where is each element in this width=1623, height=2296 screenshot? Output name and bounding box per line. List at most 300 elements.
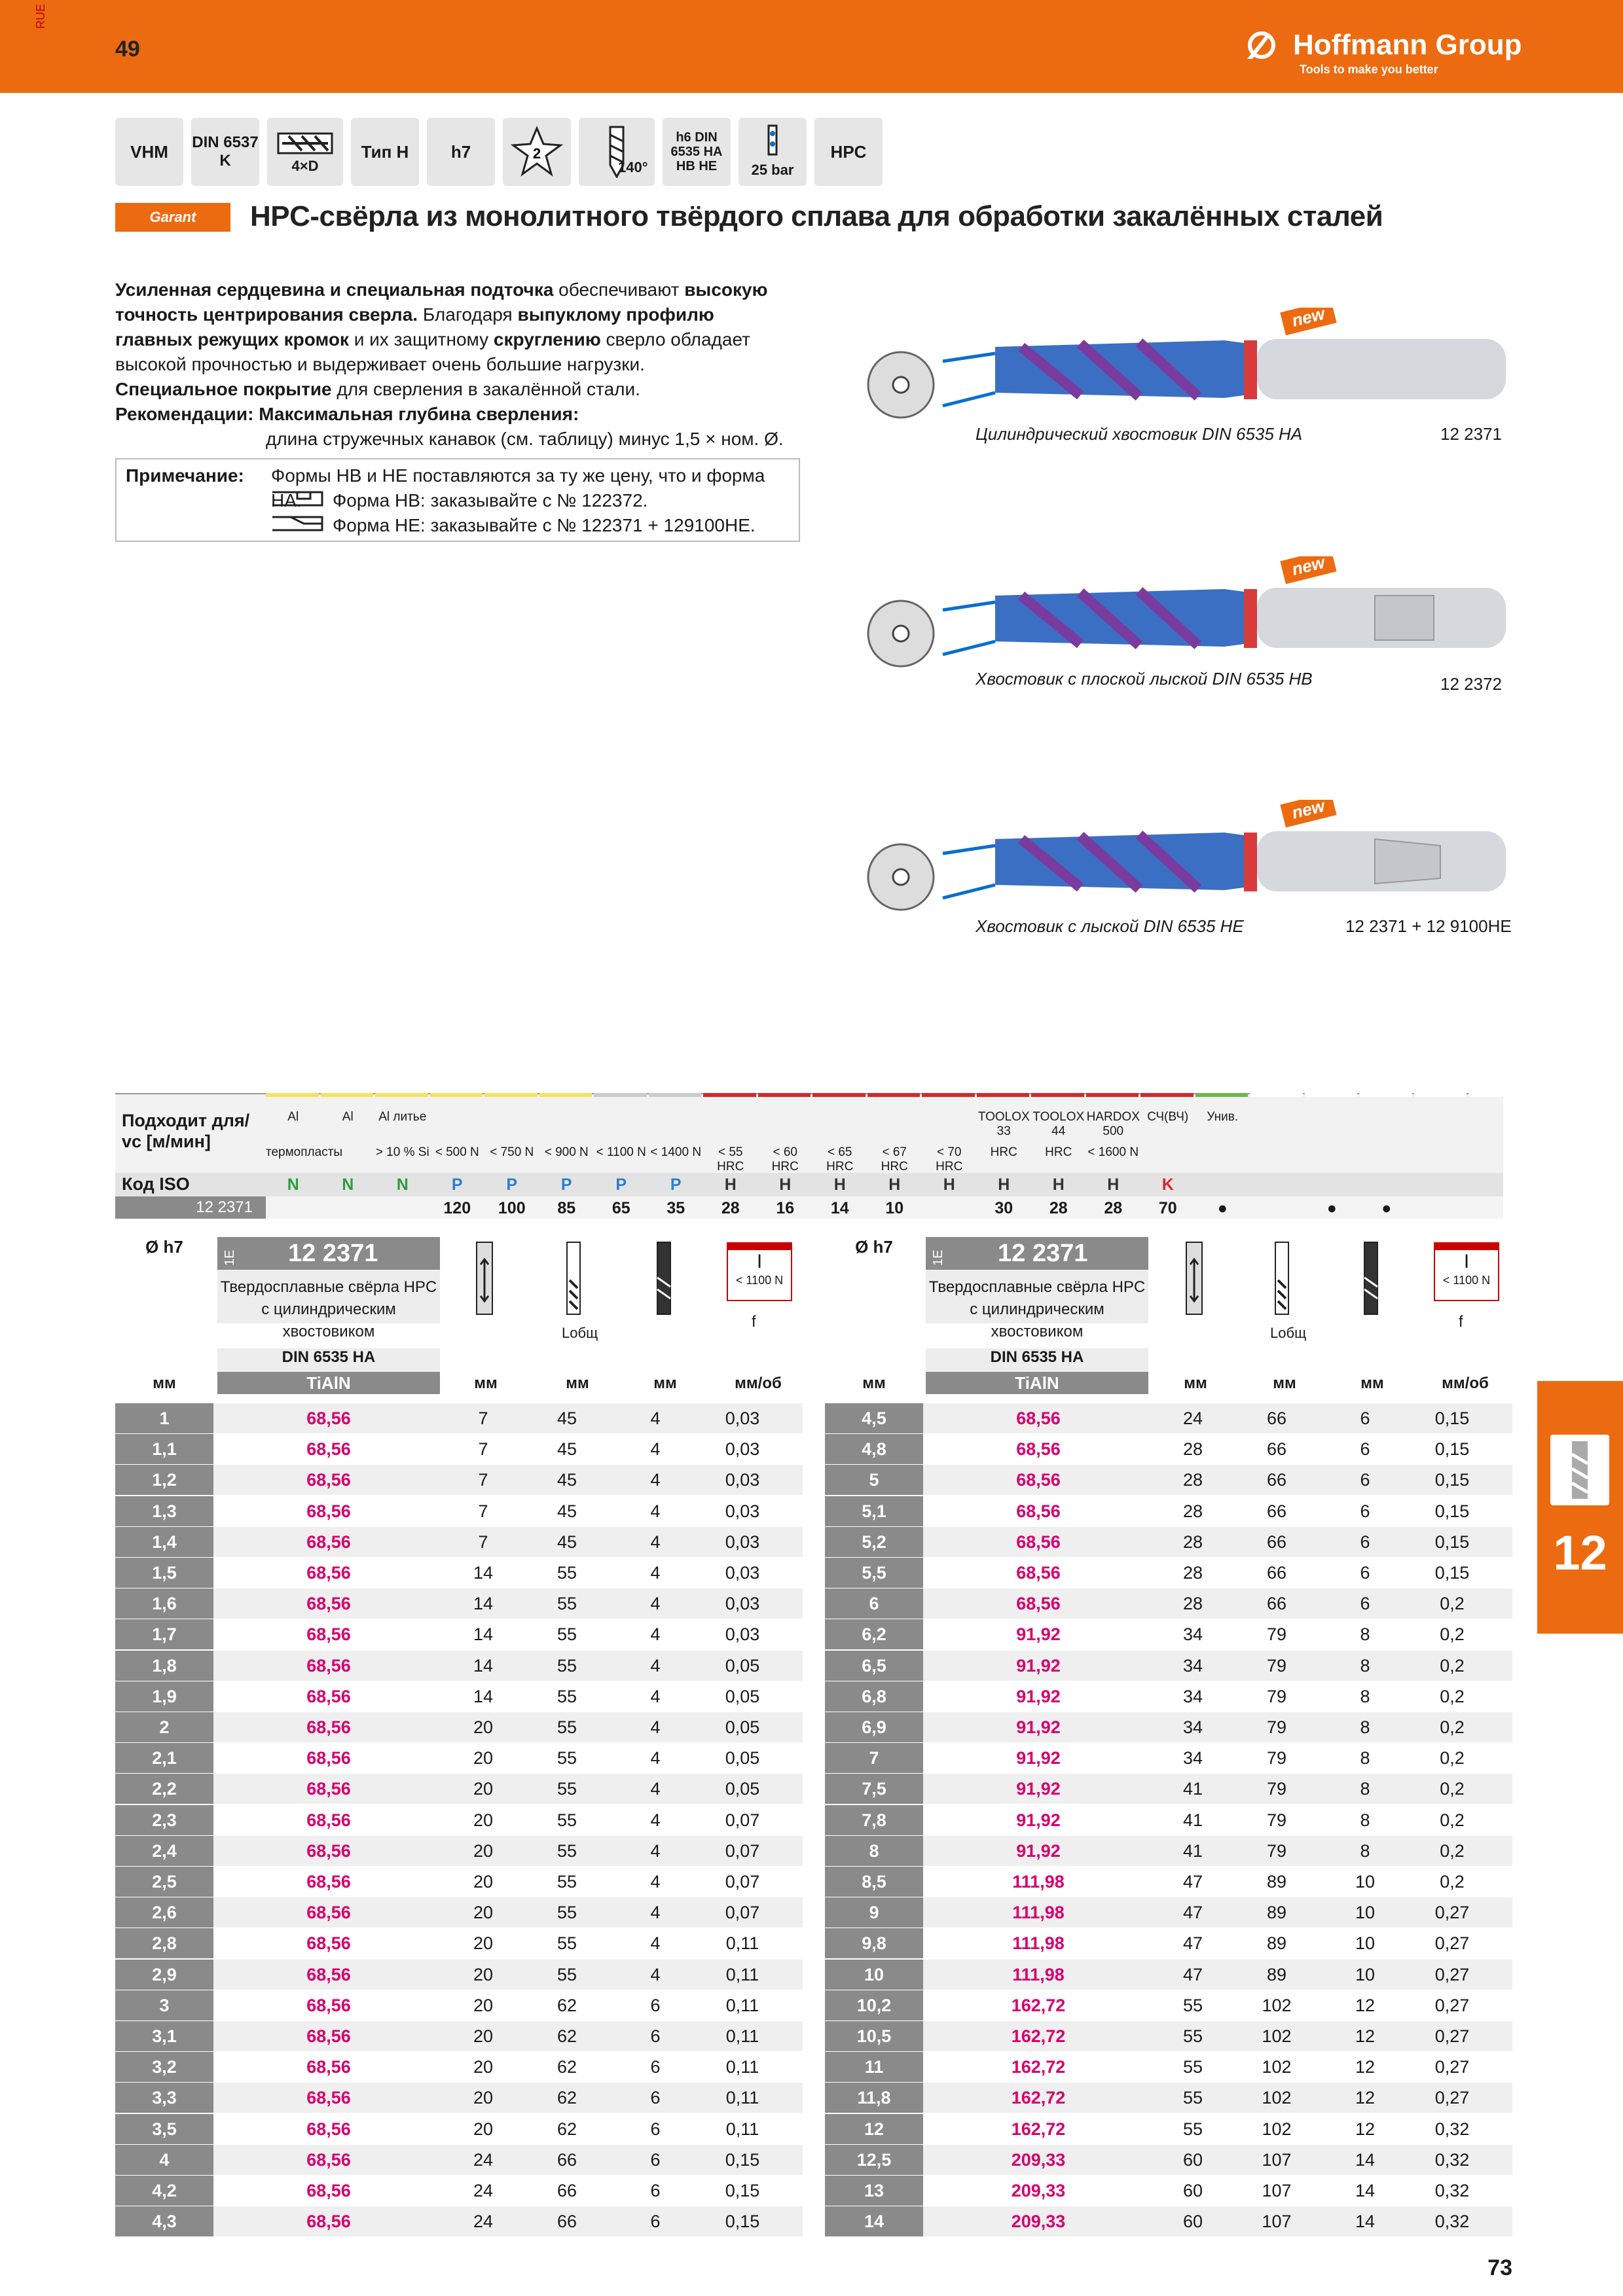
total-length-cell: 62 xyxy=(556,2057,577,2077)
total-length-cell: 55 xyxy=(556,1563,577,1583)
table-row xyxy=(115,1558,803,1588)
drill-code: 12 2371 xyxy=(1440,424,1502,444)
shank-cell: 6 xyxy=(650,2212,661,2232)
compat-sub: < 500 N xyxy=(435,1145,479,1159)
desc-text: и их защитному xyxy=(348,329,494,350)
dia-header: Ø h7 xyxy=(855,1237,893,1257)
shank-cell: 12 xyxy=(1355,2057,1376,2077)
shank-cell: 8 xyxy=(1360,1686,1370,1706)
table-row xyxy=(115,1928,803,1958)
flute-length-cell: 60 xyxy=(1182,2212,1203,2232)
feed-cell: 0,15 xyxy=(1434,1408,1470,1428)
table-row xyxy=(825,2083,1512,2113)
din-icon xyxy=(191,118,259,186)
table-row xyxy=(825,1588,1512,1619)
compat-sub: HRC xyxy=(1045,1145,1072,1159)
flute-length-cell: 55 xyxy=(1182,2088,1203,2108)
type-icon xyxy=(351,118,419,186)
diameter-cell: 10 xyxy=(825,1960,923,1990)
shank-cell: 12 xyxy=(1355,1995,1376,2015)
language-code: RUE xyxy=(34,3,47,29)
new-badge: new xyxy=(1290,308,1327,331)
compat-top: Al xyxy=(342,1110,354,1124)
shank-cell: 4 xyxy=(650,1624,661,1645)
new-badge: new xyxy=(1290,800,1327,823)
drill-caption: Цилиндрический хвостовик DIN 6535 HA xyxy=(976,424,1303,444)
total-length-cell: 102 xyxy=(1262,2026,1292,2046)
total-length-cell: 102 xyxy=(1262,1995,1292,2015)
compat-color-bar xyxy=(484,1093,538,1097)
shank-cell: 4 xyxy=(650,1439,661,1460)
shank-cell: 4 xyxy=(650,1933,661,1954)
drill-code: 12 2371 + 12 9100HE xyxy=(1345,916,1512,936)
total-length-cell: 79 xyxy=(1266,1624,1287,1645)
unit-mm: мм xyxy=(153,1374,176,1392)
total-length-cell: 66 xyxy=(556,2149,577,2170)
feed-cell: 0,32 xyxy=(1434,2181,1470,2200)
shank-cell: 4 xyxy=(650,1655,661,1676)
compat-sub: < 60 HRC xyxy=(771,1145,799,1174)
table-row xyxy=(825,2052,1512,2082)
diameter-cell: 4,3 xyxy=(115,2206,213,2236)
price-cell: 68,56 xyxy=(306,1933,351,1954)
shank-cell: 14 xyxy=(1355,2212,1376,2232)
compat-color-bar xyxy=(430,1093,483,1097)
flute-length-cell: 14 xyxy=(473,1563,494,1583)
flute-length-cell: 20 xyxy=(473,2057,494,2077)
recommendation-label: Рекомендации: xyxy=(115,404,254,424)
compat-val: 100 xyxy=(498,1199,526,1217)
compat-iso: K xyxy=(1161,1175,1174,1194)
price-cell: 68,56 xyxy=(306,1594,351,1614)
feed-cell: 0,27 xyxy=(1434,1933,1470,1954)
flute-length-cell: 34 xyxy=(1182,1655,1203,1676)
compat-sub: < 750 N xyxy=(490,1145,534,1159)
flute-length-cell: 47 xyxy=(1182,1933,1203,1954)
flute-length-cell: 55 xyxy=(1182,2026,1203,2046)
total-length-cell: 102 xyxy=(1262,2057,1292,2077)
price-cell: 68,56 xyxy=(306,2119,351,2139)
price-cell: 68,56 xyxy=(306,2149,351,2170)
unit-mm: мм xyxy=(1360,1374,1384,1392)
flute-length-cell: 47 xyxy=(1182,1872,1203,1892)
table-row xyxy=(825,2021,1512,2051)
compat-color-bar xyxy=(758,1093,811,1097)
table-row xyxy=(825,1960,1512,1990)
shank-cell: 6 xyxy=(1360,1594,1370,1614)
price-cell: 68,56 xyxy=(306,1686,351,1706)
flute-length-cell: 7 xyxy=(478,1532,488,1552)
article-desc: Твердосплавные свёрла HPC с цилиндрическим хвостовиком xyxy=(217,1270,440,1323)
shank-cell: 6 xyxy=(650,2088,661,2108)
flute-length-cell: 34 xyxy=(1182,1686,1203,1706)
diameter-cell: 2,5 xyxy=(115,1867,213,1897)
compat-top: TOOLOX 44 xyxy=(1032,1110,1085,1138)
material-icon xyxy=(115,118,183,186)
iso-label: Код ISO xyxy=(122,1174,190,1194)
total-length-cell: 102 xyxy=(1262,2088,1292,2108)
article-tag: 1E xyxy=(223,1249,237,1266)
compat-val: ● xyxy=(1326,1199,1337,1217)
compat-color-bar xyxy=(1250,1093,1303,1097)
diameter-cell: 7 xyxy=(825,1743,923,1773)
total-length-label: Lобщ xyxy=(1270,1325,1307,1341)
table-row xyxy=(115,1496,803,1526)
table-row xyxy=(115,1434,803,1464)
compat-val: 65 xyxy=(611,1199,630,1217)
table-row xyxy=(115,1867,803,1897)
compat-sub: < 55 HRC xyxy=(717,1145,744,1174)
shank-cell: 14 xyxy=(1355,2149,1376,2170)
compat-top: Al литье xyxy=(378,1110,427,1124)
feed-cell: 0,11 xyxy=(725,1933,759,1954)
price-cell: 209,33 xyxy=(1011,2212,1066,2232)
feed-cell: 0,2 xyxy=(1440,1624,1465,1645)
price-cell: 91,92 xyxy=(1016,1686,1061,1706)
flute-length-cell: 34 xyxy=(1182,1624,1203,1645)
compat-color-bar xyxy=(1468,1093,1522,1097)
diameter-cell: 6,5 xyxy=(825,1651,923,1681)
price-cell: 68,56 xyxy=(1016,1532,1061,1552)
feed-cell: 0,15 xyxy=(1434,1532,1470,1552)
price-cell: 68,56 xyxy=(306,1748,351,1768)
compat-val: ● xyxy=(1217,1199,1228,1217)
diameter-cell: 7,5 xyxy=(825,1774,923,1804)
diameter-cell: 1,3 xyxy=(115,1496,213,1526)
compat-top: HARDOX 500 xyxy=(1086,1110,1140,1138)
price-cell: 68,56 xyxy=(306,2181,351,2200)
shank-cell: 6 xyxy=(650,2026,661,2046)
feed-cell: 0,27 xyxy=(1434,1995,1470,2015)
icon-label: HPC xyxy=(830,142,867,162)
shank-cell: 6 xyxy=(1360,1501,1370,1521)
diameter-cell: 2,8 xyxy=(115,1928,213,1958)
diameter-cell: 5,1 xyxy=(825,1496,923,1526)
table-row xyxy=(825,1403,1512,1433)
price-cell: 68,56 xyxy=(306,1470,351,1490)
price-cell: 91,92 xyxy=(1016,1779,1061,1799)
shank-cell: 4 xyxy=(650,1532,661,1552)
icon-label: h7 xyxy=(450,142,471,162)
feed-cell: 0,2 xyxy=(1440,1840,1465,1861)
desc-text: для сверления в закалённой стали. xyxy=(331,379,640,399)
compat-sub: < 1100 N xyxy=(596,1145,646,1159)
diameter-cell: 4,8 xyxy=(825,1434,923,1464)
table-row xyxy=(115,2083,803,2113)
price-cell: 68,56 xyxy=(306,2088,351,2108)
brand-logo-icon xyxy=(1247,30,1293,63)
flute-length-cell: 55 xyxy=(1182,2119,1203,2139)
shank-cell: 4 xyxy=(650,1686,661,1706)
total-length-cell: 62 xyxy=(556,2088,577,2108)
compat-iso: N xyxy=(287,1175,299,1194)
shank-cell: 10 xyxy=(1355,1903,1376,1923)
compat-iso: H xyxy=(998,1175,1010,1194)
total-length-cell: 45 xyxy=(556,1501,577,1521)
feed-cell: 0,2 xyxy=(1440,1655,1465,1676)
total-length-icon xyxy=(560,1241,587,1323)
total-length-cell: 66 xyxy=(1266,1501,1287,1521)
diameter-cell: 11,8 xyxy=(825,2083,923,2113)
shank-cell: 6 xyxy=(650,2149,661,2170)
desc-bold: Усиленная сердцевина и специальная подточка xyxy=(115,279,554,300)
compat-color-bar xyxy=(594,1093,647,1097)
shank-cell: 8 xyxy=(1360,1810,1370,1830)
diameter-cell: 2,2 xyxy=(115,1774,213,1804)
feed-cell: 0,15 xyxy=(1434,1501,1470,1521)
table-row xyxy=(115,2176,803,2206)
flute-length-cell: 34 xyxy=(1182,1717,1203,1737)
page-number: 49 xyxy=(115,37,140,62)
diameter-cell: 1,4 xyxy=(115,1527,213,1557)
feed-cell: 0,32 xyxy=(1434,2212,1470,2232)
compat-article: 12 2371 xyxy=(115,1196,266,1219)
shank-cell: 6 xyxy=(1360,1470,1370,1490)
table-row xyxy=(115,2114,803,2144)
feed-cell: 0,15 xyxy=(725,2149,760,2170)
shank-cell: 6 xyxy=(650,2057,661,2077)
flute-length-cell: 20 xyxy=(473,2119,494,2139)
table-row xyxy=(825,2114,1512,2144)
chapter-tab[interactable] xyxy=(1537,1381,1623,1634)
shank-cell: 12 xyxy=(1355,2088,1376,2108)
total-length-cell: 55 xyxy=(556,1655,577,1676)
flute-length-cell: 20 xyxy=(473,1964,494,1984)
compat-sub: HRC xyxy=(990,1145,1017,1159)
feed-cell: 0,03 xyxy=(725,1439,760,1460)
total-length-cell: 79 xyxy=(1266,1748,1287,1768)
note-box xyxy=(115,458,800,542)
shank-cell: 4 xyxy=(650,1563,661,1583)
total-length-cell: 62 xyxy=(556,2119,577,2139)
diameter-cell: 1,5 xyxy=(115,1558,213,1588)
total-length-cell: 55 xyxy=(556,1903,577,1923)
desc-text: Благодаря xyxy=(418,304,518,325)
feed-cell: 0,27 xyxy=(1434,2057,1470,2077)
unit-mm: мм xyxy=(474,1374,498,1392)
diameter-cell: 4 xyxy=(115,2145,213,2175)
flute-length-cell: 28 xyxy=(1182,1501,1203,1521)
chapter-number: 12 xyxy=(1553,1526,1607,1580)
feed-cell: 0,05 xyxy=(725,1748,760,1768)
price-cell: 68,56 xyxy=(306,2212,351,2232)
flute-length-cell: 47 xyxy=(1182,1964,1203,1984)
drill-chapter-icon xyxy=(1550,1435,1609,1505)
price-cell: 162,72 xyxy=(1011,2026,1066,2046)
unit-mm: мм xyxy=(653,1374,677,1392)
shank-cell: 4 xyxy=(650,1748,661,1768)
total-length-cell: 66 xyxy=(1266,1470,1287,1490)
price-cell: 111,98 xyxy=(1012,1933,1065,1954)
total-length-cell: 55 xyxy=(556,1933,577,1954)
diameter-cell: 5,5 xyxy=(825,1558,923,1588)
diameter-cell: 1,8 xyxy=(115,1651,213,1681)
compat-iso: N xyxy=(396,1175,409,1194)
hpc-icon xyxy=(814,118,883,186)
total-length-cell: 55 xyxy=(556,1810,577,1830)
flute-length-cell: 55 xyxy=(1182,1995,1203,2015)
total-length-cell: 102 xyxy=(1262,2119,1292,2139)
table-row xyxy=(115,1403,803,1433)
diameter-cell: 9,8 xyxy=(825,1928,923,1958)
feed-cell: 0,2 xyxy=(1440,1717,1465,1737)
flute-length-cell: 60 xyxy=(1182,2181,1203,2200)
compat-top: Al xyxy=(287,1110,299,1124)
price-cell: 111,98 xyxy=(1012,1964,1065,1984)
feed-cell: 0,03 xyxy=(725,1501,760,1521)
flute-length-icon xyxy=(471,1241,498,1323)
diameter-cell: 3,3 xyxy=(115,2083,213,2113)
shank-cell: 6 xyxy=(650,2181,661,2200)
price-cell: 91,92 xyxy=(1016,1655,1061,1676)
diameter-cell: 2,4 xyxy=(115,1836,213,1866)
compat-top: Унив. xyxy=(1207,1110,1239,1124)
table-row xyxy=(825,1619,1512,1649)
flute-length-cell: 28 xyxy=(1182,1439,1203,1460)
feed-cell: 0,07 xyxy=(725,1872,760,1892)
force-label: < 1100 N xyxy=(1442,1274,1491,1287)
compat-val: 30 xyxy=(994,1199,1013,1217)
shank-cell: 4 xyxy=(650,1964,661,1984)
diameter-cell: 4,2 xyxy=(115,2176,213,2206)
diameter-cell: 10,5 xyxy=(825,2021,923,2051)
material-force-icon: I < 1100 N xyxy=(1434,1242,1499,1301)
compat-sub: < 900 N xyxy=(544,1145,589,1159)
diameter-cell: 1 xyxy=(115,1403,213,1433)
compat-color-bar xyxy=(867,1093,921,1097)
table-row xyxy=(825,1496,1512,1526)
table-row xyxy=(115,1897,803,1928)
compat-color-bar xyxy=(1086,1093,1139,1097)
compat-val: 10 xyxy=(885,1199,904,1217)
shank-cell: 4 xyxy=(650,1470,661,1490)
diameter-cell: 8,5 xyxy=(825,1867,923,1897)
price-cell: 68,56 xyxy=(1016,1594,1061,1614)
article-std: DIN 6535 HA xyxy=(217,1348,440,1372)
total-length-cell: 66 xyxy=(556,2181,577,2200)
shank-cell: 14 xyxy=(1355,2181,1376,2200)
new-badge: new xyxy=(1290,556,1327,579)
note-line: Форма HE: заказывайте с № 122371 + 129100HE. xyxy=(333,515,756,535)
flute-length-cell: 24 xyxy=(473,2181,494,2200)
compat-iso: H xyxy=(1052,1175,1065,1194)
total-length-cell: 107 xyxy=(1262,2212,1292,2232)
desc-bold: высокую точность центрирования сверла. xyxy=(115,279,768,325)
total-length-cell: 55 xyxy=(556,1964,577,1984)
unit-mm: мм xyxy=(1184,1374,1207,1392)
price-cell: 68,56 xyxy=(306,1563,351,1583)
table-row xyxy=(825,1712,1512,1742)
point-angle-icon xyxy=(579,118,655,186)
feed-cell: 0,2 xyxy=(1440,1748,1465,1768)
shank-cell: 4 xyxy=(650,1408,661,1428)
diameter-cell: 2 xyxy=(115,1712,213,1742)
drill-image-hb xyxy=(864,556,1519,671)
feed-cell: 0,03 xyxy=(725,1594,760,1614)
total-length-cell: 89 xyxy=(1266,1903,1287,1923)
total-length-cell: 89 xyxy=(1266,1964,1287,1984)
total-length-cell: 79 xyxy=(1266,1686,1287,1706)
feed-cell: 0,27 xyxy=(1434,1903,1470,1923)
price-cell: 91,92 xyxy=(1016,1748,1061,1768)
flute-length-cell: 24 xyxy=(473,2212,494,2232)
total-length-cell: 55 xyxy=(556,1872,577,1892)
brand-tagline: Tools to make you better xyxy=(1300,63,1438,76)
compat-sub: < 67 HRC xyxy=(881,1145,908,1174)
compat-color-bar xyxy=(1305,1093,1358,1097)
icon-label: 140° xyxy=(618,159,648,175)
table-row xyxy=(115,1743,803,1773)
table-row xyxy=(115,1990,803,2020)
price-cell: 209,33 xyxy=(1011,2149,1066,2170)
table-row xyxy=(825,1434,1512,1464)
diameter-cell: 1,6 xyxy=(115,1588,213,1619)
compat-sub: < 65 HRC xyxy=(826,1145,854,1174)
flute-length-cell: 20 xyxy=(473,2026,494,2046)
desc-text: обеспечивают xyxy=(553,279,685,300)
total-length-cell: 79 xyxy=(1266,1717,1287,1737)
table-row xyxy=(115,1651,803,1681)
depth-icon xyxy=(267,118,343,186)
price-cell: 68,56 xyxy=(306,1717,351,1737)
flute-length-cell: 7 xyxy=(478,1408,488,1428)
dia-header: Ø h7 xyxy=(145,1237,183,1257)
coating-label: TiAlN xyxy=(926,1372,1148,1394)
flute-length-cell: 20 xyxy=(473,1995,494,2015)
feed-cell: 0,11 xyxy=(725,2119,759,2139)
table-row xyxy=(115,1527,803,1557)
price-cell: 68,56 xyxy=(306,1964,351,1984)
price-cell: 68,56 xyxy=(306,1840,351,1861)
shank-cell: 4 xyxy=(650,1779,661,1799)
price-cell: 68,56 xyxy=(1016,1563,1061,1583)
feed-cell: 0,11 xyxy=(725,1995,759,2015)
diameter-cell: 3,1 xyxy=(115,2021,213,2051)
compat-iso: H xyxy=(833,1175,846,1194)
shank-cell: 4 xyxy=(650,1717,661,1737)
flute-length-cell: 7 xyxy=(478,1501,488,1521)
table-row xyxy=(115,1805,803,1835)
feed-cell: 0,05 xyxy=(725,1717,760,1737)
total-length-cell: 45 xyxy=(556,1439,577,1460)
compat-val: 28 xyxy=(1104,1199,1123,1217)
flute-length-cell: 28 xyxy=(1182,1470,1203,1490)
table-row xyxy=(115,2206,803,2236)
compat-iso: H xyxy=(779,1175,792,1194)
unit-feed: мм/об xyxy=(1442,1374,1489,1392)
diameter-cell: 2,1 xyxy=(115,1743,213,1773)
price-cell: 162,72 xyxy=(1011,2057,1066,2077)
price-cell: 68,56 xyxy=(306,2057,351,2077)
compat-iso: P xyxy=(506,1175,518,1194)
table-row xyxy=(115,1681,803,1712)
compat-color-bar xyxy=(1414,1093,1467,1097)
shank-cell: 8 xyxy=(1360,1779,1370,1799)
table-row xyxy=(825,1465,1512,1495)
icon-label: 4×D xyxy=(291,158,319,174)
compat-iso: P xyxy=(451,1175,463,1194)
total-length-cell: 45 xyxy=(556,1408,577,1428)
page-title: HPC-свёрла из монолитного твёрдого сплава для обработки закалённых сталей xyxy=(250,200,1383,232)
feed-cell: 0,05 xyxy=(725,1655,760,1676)
shank-cell: 6 xyxy=(1360,1439,1370,1460)
flute-length-icon xyxy=(1181,1241,1207,1323)
price-cell: 68,56 xyxy=(306,1995,351,2015)
drill-image-ha xyxy=(864,308,1519,422)
table-row xyxy=(115,1619,803,1649)
flute-length-cell: 7 xyxy=(478,1470,488,1490)
note-line: Форма HB: заказывайте с № 122372. xyxy=(333,490,648,511)
